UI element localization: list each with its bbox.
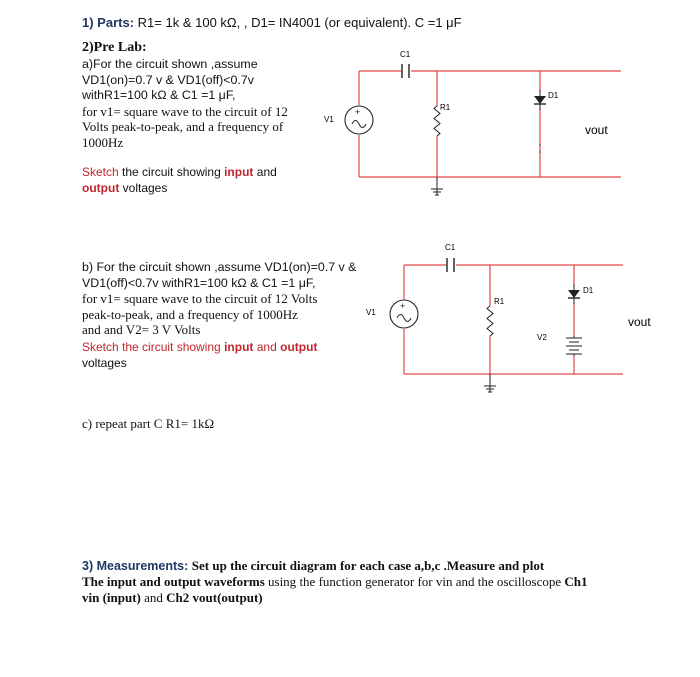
part-a-output-word: output [82, 181, 120, 195]
part-a-voltages-word: voltages [122, 181, 168, 195]
svg-text:+: + [355, 107, 361, 117]
part-a-and-word: and [256, 165, 277, 179]
measurements-line-3-c: Ch2 vout(output) [166, 590, 263, 605]
measurements-line-3 [82, 590, 682, 606]
part-a-line-4: for v1= square wave to the circuit of 12 [82, 103, 288, 119]
part-a-sketch [82, 164, 312, 196]
part-a-line-2: VD1(on)=0.7 v & VD1(off)<0.7v [82, 72, 254, 87]
part-a-line-5: Volts peak-to-peak, and a frequency of [82, 119, 284, 134]
vout-label-a: vout [585, 123, 608, 137]
parts-text: R1= 1k & 100 kΩ, , D1= IN4001 (or equivalent). C =1 μF [137, 15, 462, 30]
ground-icon-b [484, 374, 496, 392]
d1-label-a: D1 [548, 91, 559, 100]
measurements-line-2 [82, 574, 682, 590]
v1-label-b: V1 [366, 308, 376, 317]
measurements-heading: 3) Measurements: [82, 559, 189, 573]
measurements-line-3-a: vin (input) [82, 590, 141, 605]
part-b-line-2: VD1(off)<0.7v withR1=100 kΩ & C1 =1 μF, [82, 275, 316, 290]
measurements-line-1 [82, 558, 682, 574]
svg-text:+: + [400, 301, 406, 311]
parts-line [82, 15, 462, 30]
part-a-text [82, 57, 312, 150]
part-a-line-3: withR1=100 kΩ & C1 =1 μF, [82, 88, 236, 102]
part-a-sketch-rest: the circuit showing [122, 165, 221, 179]
part-a-line-6: 1000Hz [82, 134, 124, 150]
part-b-and-word: and [256, 340, 277, 354]
part-a-sketch-word: Sketch [82, 165, 119, 179]
part-b-line-3: for v1= square wave to the circuit of 12 Volts [82, 291, 318, 306]
part-b-input-word: input [224, 340, 254, 354]
circuit-a-diagram [300, 40, 640, 210]
capacitor-c1-a [402, 64, 409, 78]
circuit-b-diagram [300, 238, 660, 398]
circuit-a-wires [359, 71, 621, 177]
v1-label-a: V1 [324, 115, 334, 124]
measurements-line-3-b: and [144, 590, 163, 605]
part-c-text: c) repeat part C R1= 1kΩ [82, 416, 215, 431]
measurements-block [82, 558, 682, 606]
part-a-input-word: input [224, 165, 254, 179]
part-b-output-word: output [280, 340, 318, 354]
capacitor-c1-b [447, 258, 454, 272]
part-b-voltages-word: voltages [82, 356, 127, 370]
d1-label-b: D1 [583, 286, 594, 295]
prelab-heading: 2)Pre Lab: [82, 40, 147, 55]
r1-label-a: R1 [440, 103, 451, 112]
c1-label-a: C1 [400, 50, 411, 59]
c1-label-b: C1 [445, 243, 456, 252]
part-b-line-4: peak-to-peak, and a frequency of 1000Hz [82, 306, 298, 322]
ground-icon-a [431, 177, 443, 195]
parts-heading: 1) Parts: [82, 15, 135, 30]
part-b-line-1: b) For the circuit shown ,assume VD1(on)=0.7 v & [82, 260, 357, 274]
measurements-line-1-rest: Set up the circuit diagram for each case a,b,c .Measure and plot [191, 558, 545, 573]
source-v1-a [345, 106, 373, 134]
v2-label-b: V2 [537, 333, 547, 342]
measurements-line-2-c: the function generator for vin and the oscilloscope [299, 574, 562, 589]
measurements-line-2-a: The input and output waveforms [82, 574, 265, 589]
vout-label-b: vout [628, 315, 651, 329]
measurements-line-2-b: using [268, 574, 297, 589]
part-b-line-5: and and V2= 3 V Volts [82, 322, 201, 337]
r1-label-b: R1 [494, 297, 505, 306]
measurements-line-2-d: Ch1 [564, 574, 588, 589]
source-v1-b [390, 300, 418, 328]
part-a-line-1: a)For the circuit shown ,assume [82, 57, 258, 71]
part-b-sketch-rest: Sketch the circuit showing [82, 340, 221, 354]
circuit-b-wires [404, 265, 623, 374]
